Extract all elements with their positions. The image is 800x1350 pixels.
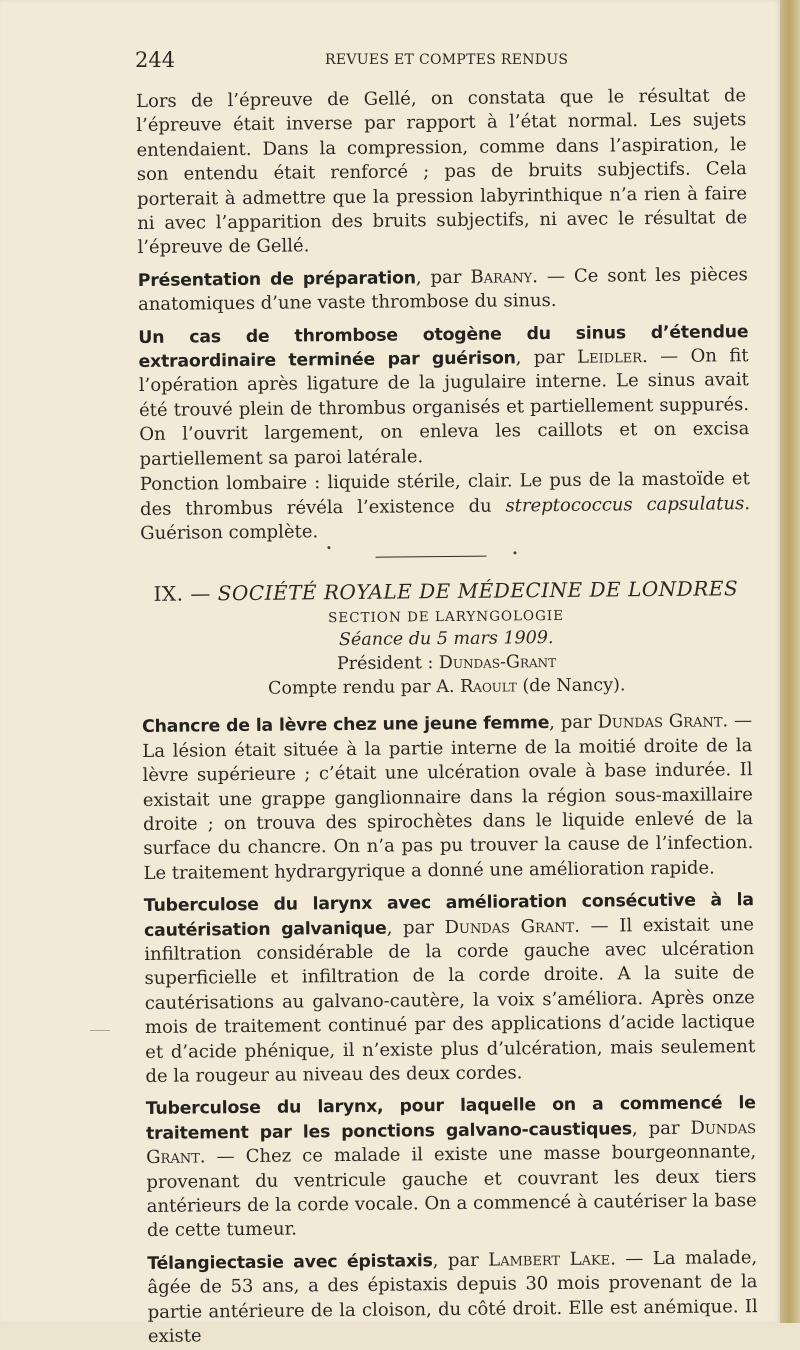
section-title: Chancre de la lèvre chez une jeune femme: [142, 713, 550, 738]
author-name: Dundas Grant: [444, 915, 575, 938]
president-line: Président : Dundas-Grant: [336, 652, 557, 675]
page-number: 244: [135, 48, 176, 72]
paragraph-telangiectasia: Télangiectasie avec épistaxis, par Lambert Lake. — La malade, âgée de 53 ans, a des épistaxis depuis 30 mois provenant de la partie antérieure de la cloison, du côté droit. Elle est anémique. Il existe: [147, 1246, 758, 1348]
author-name: Leidler: [577, 346, 643, 368]
page-header: [135, 48, 740, 76]
paragraph-larynx-tuberculosis-2: Tuberculose du larynx, pour laquelle on a commencé le traitement par les ponctions galvano-caustiques, par Dundas Grant. — Chez ce malade il existe une masse bourgeonnante, provenant du ventricule gauche et couvrant les deux tiers antérieurs de la corde vocale. On a commencé à cautériser la base de cette tumeur.: [145, 1093, 757, 1242]
page-edge: [780, 0, 800, 1323]
section-divider-area: [140, 541, 750, 572]
section-title: Tuberculose du larynx avec amélioration consécutive à la cautérisation galvanique: [143, 890, 754, 941]
bacterium-name: streptococcus capsulatus: [505, 492, 745, 516]
marginal-mark: [90, 1030, 110, 1031]
reporter-name: Raoult: [459, 676, 517, 698]
society-name: SOCIÉTÉ ROYALE DE MÉDECINE DE LONDRES: [217, 576, 739, 606]
paragraph-thrombosis: Un cas de thrombose otogène du sinus d’étendue extraordinaire terminée par guérison, par Leidler. — On fit l’opération après ligature de la jugulaire interne. Le sinus avait été trouvé plein de thrombus organisés et partiellement suppurés. On l’ouvrit largement, on enleva les caillots et on excisa partiellement sa paroi latérale.: [138, 321, 750, 470]
paragraph-larynx-tuberculosis-1: Tuberculose du larynx avec amélioration consécutive à la cautérisation galvanique, par Dundas Grant. — Il existait une infiltration considérable de la corde gauche avec ulcération superficielle et infiltration de la corde droite. A la suite de cautérisations au galvano-cautère, la voix s’améliora. Après onze mois de traitement continué par des applications d’acide lactique et d’acide phénique, il n’existe plus d’ulcération, mais seulement de la rougeur au niveau des deux cordes.: [143, 890, 756, 1087]
society-number: IX. —: [153, 581, 218, 607]
running-head: REVUES ET COMPTES RENDUS: [325, 52, 569, 68]
report-line: Compte rendu par A. Raoult (de Nancy).: [267, 675, 626, 700]
author-name: Dundas Grant: [597, 710, 723, 733]
society-heading: [141, 575, 752, 702]
author-name: Barany: [470, 266, 533, 288]
paragraph-lumbar-puncture: Ponction lombaire : liquide stérile, clair. Le pus de la mastoïde et des thrombus révéla l’existence du streptococcus capsulatus. Guérison complète.: [139, 468, 751, 544]
paragraph-lip-chancre: Chancre de la lèvre chez une jeune femme, par Dundas Grant. — La lésion était située à la partie interne de la moitié droite de la lèvre supérieure ; c’était une ulcération ovale à base indurée. Il existait une grappe ganglionnaire dans la région sous-maxillaire droite ; on trouva des spirochètes dans le liquide enlevé de la surface du chancre. On n’a pas pu trouver la cause de l’infection. Le traitement hydrargyrique a donné une amélioration rapide.: [142, 710, 754, 884]
paragraph-preparation: Présentation de préparation, par Barany. — Ce sont les pièces anatomiques d’une vaste thrombose du sinus.: [137, 263, 748, 316]
section-title: Présentation de préparation: [137, 268, 416, 291]
paragraph-gelle-test: Lors de l’épreuve de Gellé, on constata que le résultat de l’épreuve était inverse par rapport à l’état normal. Les sujets entendaient. Dans la compression, comme dans l’aspiration, le son entendu était renforcé ; pas de bruits subjectifs. Cela porterait à admettre que la pression labyrinthique n’a rien à faire ni avec l’apparition des bruits subjectifs, ni avec le résultat de l’épreuve de Gellé.: [136, 85, 748, 259]
meeting-date: Séance du 5 mars 1909.: [338, 628, 554, 651]
section-title: Un cas de thrombose otogène du sinus d’étendue extraordinaire terminée par guérison: [138, 321, 749, 373]
author-name: Dundas Grant: [146, 1116, 757, 1169]
section-title: Tuberculose du larynx, pour laquelle on a commencé le traitement par les ponctions galvano-caustiques: [145, 1093, 756, 1144]
society-title: [141, 575, 751, 608]
president-name: Dundas-Grant: [438, 652, 557, 674]
document-body: [136, 84, 758, 1350]
section-title: Télangiectasie avec épistaxis: [147, 1251, 433, 1274]
section-name: SECTION DE LARYNGOLOGIE: [328, 608, 565, 627]
section-divider: [375, 556, 486, 558]
author-name: Lambert Lake: [488, 1248, 611, 1271]
